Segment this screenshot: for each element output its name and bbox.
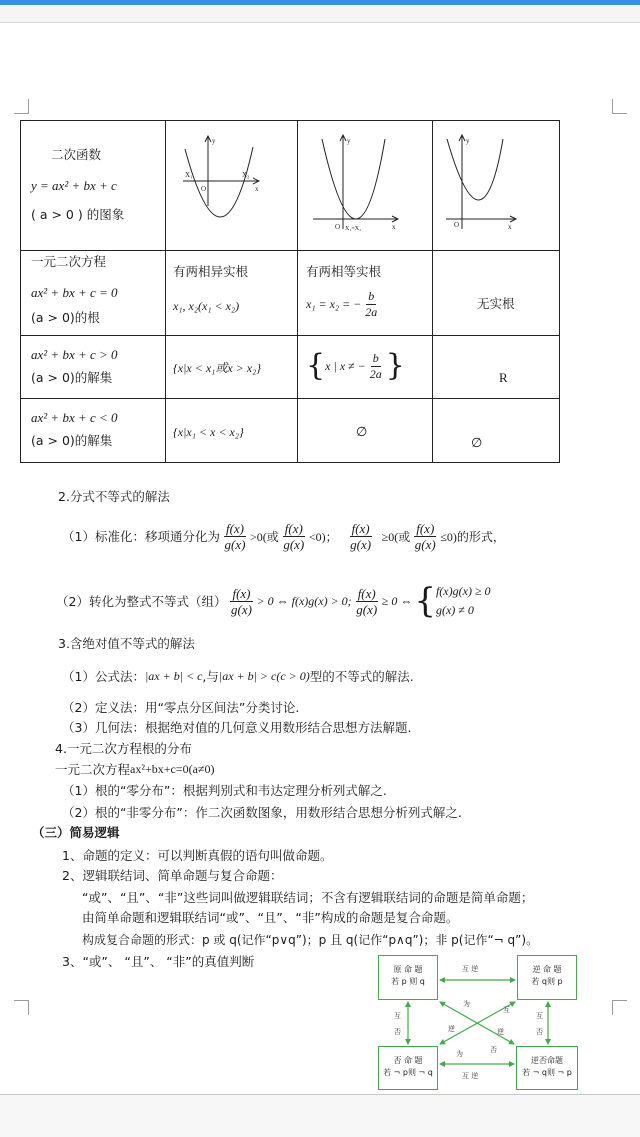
fraction-denominator: g(x) bbox=[224, 536, 246, 552]
cell-label: ( a > 0 ) 的图象 bbox=[31, 207, 125, 222]
fraction-numerator: f(x) bbox=[225, 520, 245, 536]
cell-label: 有两相等实根 bbox=[306, 264, 382, 279]
arrow-label: 否 bbox=[490, 1046, 497, 1054]
paragraph-line: 1、命题的定义：可以判断真假的语句叫做命题。 bbox=[62, 848, 333, 863]
paragraph-line: 构成复合命题的形式：p 或 q(记作“p∨q”)；p 且 q(记作“p∧q”)；非 p(记作“¬ q”)。 bbox=[82, 933, 539, 947]
origin-label: O bbox=[335, 223, 341, 231]
y-axis-label: y bbox=[347, 137, 351, 145]
cell-formula: ax² + bx + c < 0 bbox=[31, 410, 118, 425]
box-title: 逆 命 题 bbox=[532, 965, 562, 974]
original-proposition-box bbox=[378, 955, 438, 1000]
fraction-denominator: g(x) bbox=[350, 536, 372, 552]
root-label: X₁ bbox=[185, 171, 193, 179]
system-line: f(x)g(x) ≥ 0 bbox=[435, 584, 491, 598]
fraction-numerator: f(x) bbox=[232, 585, 251, 601]
fraction bbox=[224, 521, 246, 552]
table-row-divider bbox=[21, 335, 559, 336]
crop-mark-bottom-right bbox=[612, 1000, 613, 1015]
cell-formula: {x|x₁ < x < x₂} bbox=[173, 425, 244, 439]
fraction-numerator: b bbox=[368, 288, 375, 303]
fraction bbox=[283, 521, 305, 552]
paragraph-line: 由简单命题和逻辑联结词“或”、“且”、“非”构成的命题是复合命题。 bbox=[82, 910, 459, 925]
root-label: X₁=X₂ bbox=[345, 226, 362, 232]
formula-text: ≥ 0 ⇔ bbox=[381, 593, 413, 608]
formula-text: |ax + b| < c bbox=[144, 668, 203, 683]
cell-label: (a > 0)的解集 bbox=[31, 433, 113, 448]
cell-value: ∅ bbox=[471, 435, 483, 450]
parabola-two-roots-graph bbox=[165, 121, 297, 251]
root-label: X₂ bbox=[242, 171, 250, 179]
contrapositive-proposition-box bbox=[516, 1046, 578, 1090]
arrow-label: 互 bbox=[503, 1006, 510, 1014]
cell-formula: {x|x < x₁或x > x₂} bbox=[173, 361, 262, 375]
origin-label: O bbox=[454, 221, 460, 229]
paragraph-line: （2）定义法：用“零点分区间法”分类讨论. bbox=[62, 700, 300, 715]
box-title: 原 命 题 bbox=[393, 965, 423, 974]
box-body: 若 q则 p bbox=[531, 977, 563, 986]
converse-proposition-box bbox=[517, 955, 577, 1000]
paragraph-line: “或”、“且”、“非”这些词叫做逻辑联结词；不含有逻辑联结词的命题是简单命题； bbox=[82, 890, 534, 905]
cell-label: 二次函数 bbox=[51, 147, 102, 162]
text-run: （1）公式法： bbox=[62, 669, 145, 684]
fraction-denominator: g(x) bbox=[283, 536, 305, 552]
formula-text: ax²+bx+c=0(a≠0) bbox=[130, 761, 215, 776]
formula-text: |ax + b| > c(c > 0) bbox=[218, 668, 310, 683]
paragraph-line: （1）根的“零分布”：根据判别式和韦达定理分析列式解之. bbox=[62, 783, 387, 798]
fraction-denominator: g(x) bbox=[231, 601, 252, 617]
brace-open: { bbox=[414, 581, 436, 621]
arrow-label: 为 bbox=[463, 1000, 470, 1008]
y-axis-label: y bbox=[212, 137, 216, 145]
text-run: 一元二次方程 bbox=[55, 762, 131, 777]
section-heading: 4.一元二次方程根的分布 bbox=[55, 741, 192, 756]
formula-text: > 0 ⇔ f(x)g(x) > 0; bbox=[256, 593, 352, 608]
box-title: 否 命 题 bbox=[393, 1056, 423, 1065]
box-body: 若 p 则 q bbox=[391, 977, 425, 986]
section-heading: 2.分式不等式的解法 bbox=[58, 489, 170, 504]
cell-label: (a > 0)的根 bbox=[31, 310, 100, 325]
parabola-curve bbox=[185, 147, 253, 217]
crop-mark-top-right bbox=[612, 113, 627, 114]
cell-formula: ax² + bx + c = 0 bbox=[31, 285, 118, 300]
paragraph-line bbox=[55, 761, 214, 777]
cell-label: 无实根 bbox=[477, 296, 515, 311]
fraction-denominator: 2a bbox=[369, 366, 382, 381]
section-heading: （三）简易逻辑 bbox=[32, 825, 120, 840]
box-title: 逆否命题 bbox=[531, 1056, 563, 1065]
text-run: >0(或 bbox=[250, 529, 279, 544]
crop-mark-bottom-right bbox=[612, 1000, 627, 1001]
arrow-label: 逆 bbox=[448, 1025, 455, 1033]
fraction bbox=[370, 351, 382, 382]
viewer-toolbar-strip bbox=[0, 5, 640, 23]
crop-mark-top-left bbox=[14, 113, 29, 114]
system-line: g(x) ≠ 0 bbox=[435, 603, 474, 617]
table-row-divider bbox=[21, 398, 559, 399]
text-run: 型的不等式的解法. bbox=[309, 669, 414, 684]
viewer-bottom-area bbox=[0, 1095, 640, 1137]
text-run: <0)； bbox=[308, 529, 338, 544]
crop-mark-bottom-left bbox=[14, 1000, 29, 1001]
fraction-numerator: f(x) bbox=[351, 520, 370, 536]
parabola-curve bbox=[322, 139, 385, 219]
arrow-label: 互 逆 bbox=[462, 1072, 479, 1080]
paragraph-line: 3、“或”、 “且”、 “非”的真值判断 bbox=[62, 954, 255, 969]
brace-open: { bbox=[306, 348, 326, 383]
parabola-curve bbox=[447, 139, 503, 200]
arrow-label: 互 bbox=[536, 1012, 543, 1020]
cell-label: (a > 0)的解集 bbox=[31, 370, 113, 385]
arrow-label: 互 逆 bbox=[462, 965, 479, 973]
arrow-label: 否 bbox=[536, 1028, 543, 1036]
arrow-label: 为 bbox=[456, 1050, 463, 1058]
crop-mark-bottom-left bbox=[28, 1000, 29, 1015]
fraction bbox=[350, 521, 372, 552]
paragraph-line bbox=[62, 517, 505, 555]
section-heading: 3.含绝对值不等式的解法 bbox=[58, 636, 195, 651]
paragraph-line: 2、逻辑联结词、简单命题与复合命题： bbox=[62, 868, 283, 883]
parabola-no-root-graph bbox=[432, 121, 560, 251]
text-run: （2）转化为整式不等式（组） bbox=[56, 594, 227, 609]
crop-mark-top-right bbox=[612, 99, 613, 114]
cell-label: 有两相异实根 bbox=[173, 264, 249, 279]
fraction-denominator: g(x) bbox=[356, 601, 378, 617]
paragraph-line: （2）根的“非零分布”：作二次函数图象，用数形结合思想分析列式解之. bbox=[62, 805, 462, 820]
text-run: （1）标准化：移项通分化为 bbox=[62, 529, 220, 544]
cell-value: R bbox=[499, 370, 508, 385]
arrow-label: 互 bbox=[394, 1012, 401, 1020]
x-axis-label: x bbox=[508, 223, 512, 231]
arrow-label: 否 bbox=[394, 1028, 401, 1036]
fraction-numerator: f(x) bbox=[416, 520, 435, 536]
paragraph-line bbox=[62, 668, 414, 684]
fraction bbox=[230, 586, 252, 617]
paragraph-line bbox=[56, 580, 491, 622]
cell-formula: x₁, x₂(x₁ < x₂) bbox=[173, 299, 240, 313]
cell-value: ∅ bbox=[356, 424, 368, 439]
fraction-denominator: 2a bbox=[365, 304, 378, 319]
fraction bbox=[356, 586, 378, 617]
equation-system bbox=[436, 582, 491, 620]
fraction-numerator: f(x) bbox=[284, 520, 303, 536]
fraction-denominator: g(x) bbox=[414, 536, 436, 552]
cell-formula bbox=[306, 284, 381, 324]
fraction bbox=[365, 289, 377, 320]
inverse-proposition-box bbox=[378, 1046, 438, 1090]
parabola-double-root-graph bbox=[297, 121, 432, 251]
crop-mark-top-left bbox=[28, 99, 29, 114]
formula-text: x | x ≠ − bbox=[325, 358, 366, 373]
fraction-numerator: b bbox=[372, 350, 379, 365]
quadratic-summary-table bbox=[20, 120, 560, 463]
origin-label: O bbox=[201, 185, 207, 193]
x-axis-label: x bbox=[392, 223, 396, 231]
cell-label: 一元二次方程 bbox=[31, 254, 107, 269]
cell-formula: ax² + bx + c > 0 bbox=[31, 347, 118, 362]
cell-formula: y = ax² + bx + c bbox=[31, 178, 117, 193]
paragraph-line: （3）几何法：根据绝对值的几何意义用数形结合思想方法解题. bbox=[62, 720, 412, 735]
text-run: ,与 bbox=[202, 669, 219, 684]
fraction bbox=[414, 521, 436, 552]
box-body: 若 ¬ q则 ¬ p bbox=[522, 1068, 572, 1077]
cell-formula bbox=[306, 343, 405, 389]
text-run: ≤0)的形式， bbox=[440, 529, 505, 544]
brace-close: } bbox=[385, 348, 405, 383]
x-axis-label: x bbox=[255, 185, 259, 193]
fraction-numerator: f(x) bbox=[357, 585, 376, 601]
y-axis-label: y bbox=[466, 137, 470, 145]
box-body: 若 ¬ p则 ¬ q bbox=[383, 1068, 433, 1077]
arrow-label: 逆 bbox=[497, 1028, 504, 1036]
formula-text: x₁ = x₂ = − bbox=[306, 296, 362, 311]
text-run: ≥0(或 bbox=[381, 529, 411, 544]
